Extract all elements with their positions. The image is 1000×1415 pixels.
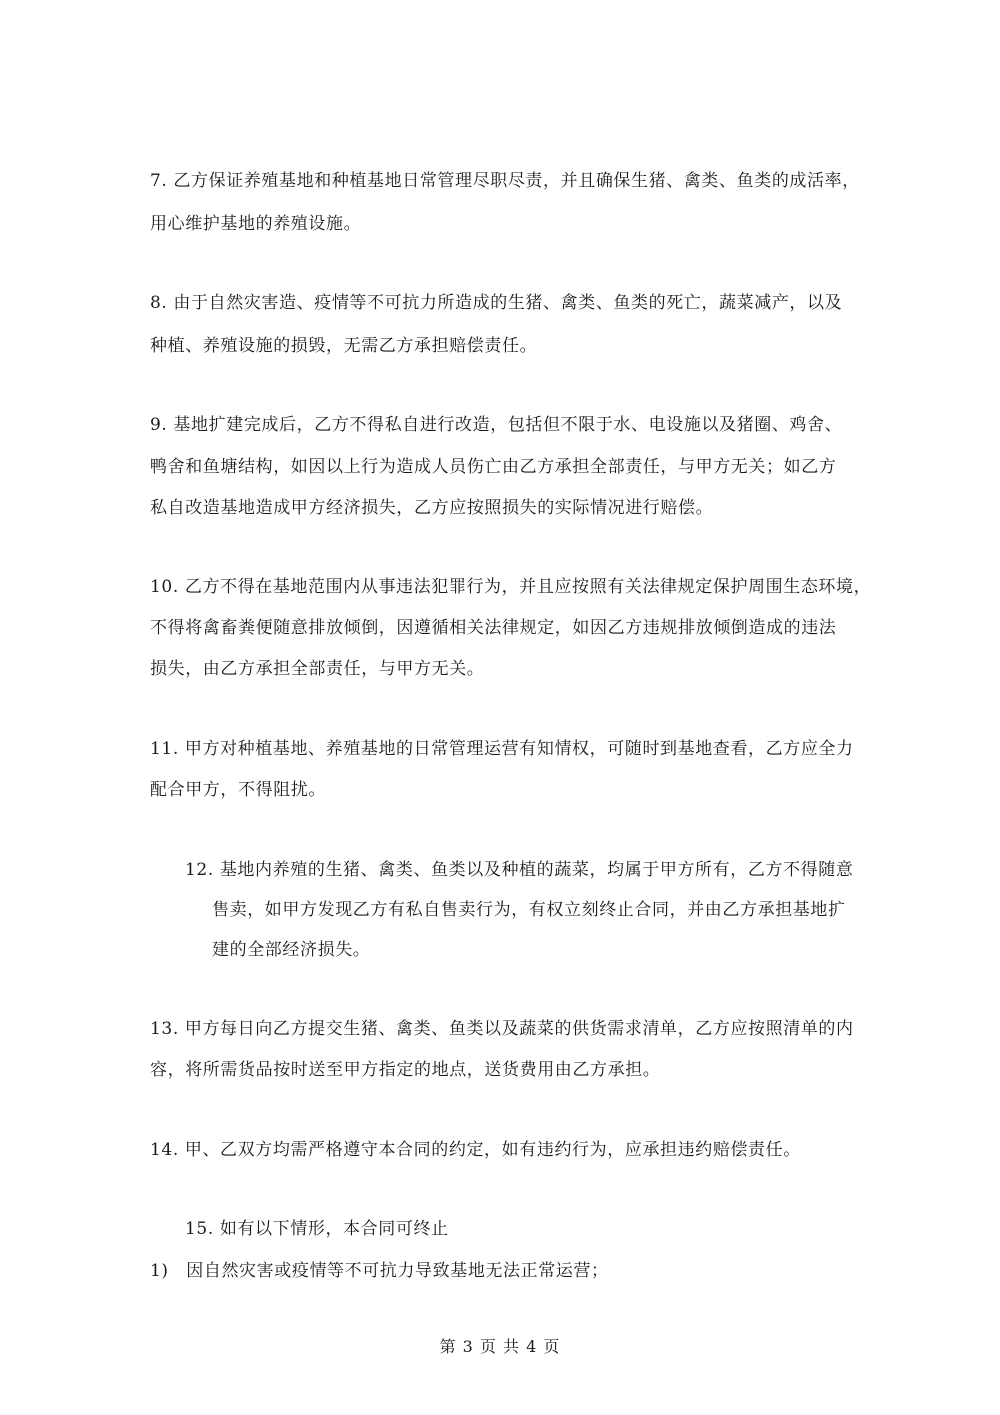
clause-7-line-2: 用心维护基地的养殖设施。: [150, 214, 362, 234]
clause-13-line-2: 容，将所需货品按时送至甲方指定的地点，送货费用由乙方承担。: [150, 1060, 661, 1080]
clause-10-line-2: 不得将禽畜粪便随意排放倾倒，因遵循相关法律规定，如因乙方违规排放倾倒造成的违法: [150, 618, 837, 638]
clause-11-line-1: 11. 甲方对种植基地、养殖基地的日常管理运营有知情权，可随时到基地查看，乙方应全力: [150, 739, 854, 759]
clause-14-line-1: 14. 甲、乙双方均需严格遵守本合同的约定，如有违约行为，应承担违约赔偿责任。: [150, 1140, 801, 1160]
clause-9-line-3: 私自改造基地造成甲方经济损失，乙方应按照损失的实际情况进行赔偿。: [150, 498, 714, 518]
clause-9-line-1: 9. 基地扩建完成后，乙方不得私自进行改造，包括但不限于水、电设施以及猪圈、鸡舍、: [150, 415, 843, 435]
clause-10-line-3: 损失，由乙方承担全部责任，与甲方无关。: [150, 659, 485, 679]
clause-12-line-1: 12. 基地内养殖的生猪、禽类、鱼类以及种植的蔬菜，均属于甲方所有，乙方不得随意: [185, 860, 854, 880]
clause-8-line-1: 8. 由于自然灾害造、疫情等不可抗力所造成的生猪、禽类、鱼类的死亡，蔬菜减产，以及: [150, 293, 843, 313]
clause-13-line-1: 13. 甲方每日向乙方提交生猪、禽类、鱼类以及蔬菜的供货需求清单，乙方应按照清单的内: [150, 1019, 854, 1039]
clause-10-line-1: 10. 乙方不得在基地范围内从事违法犯罪行为，并且应按照有关法律规定保护周围生态环境，: [150, 577, 872, 597]
clause-15-item-1: 1) 因自然灾害或疫情等不可抗力导致基地无法正常运营；: [150, 1261, 609, 1281]
clause-12-line-2: 售卖，如甲方发现乙方有私自售卖行为，有权立刻终止合同，并由乙方承担基地扩: [212, 900, 846, 920]
clause-9-line-2: 鸭舍和鱼塘结构，如因以上行为造成人员伤亡由乙方承担全部责任，与甲方无关；如乙方: [150, 457, 837, 477]
clause-15-heading: 15. 如有以下情形，本合同可终止: [185, 1219, 449, 1239]
page-number-footer: 第 3 页 共 4 页: [439, 1337, 561, 1356]
clause-12-line-3: 建的全部经济损失。: [212, 940, 371, 960]
clause-7-line-1: 7. 乙方保证养殖基地和种植基地日常管理尽职尽责，并且确保生猪、禽类、鱼类的成活率，: [150, 171, 860, 191]
clause-8-line-2: 种植、养殖设施的损毁，无需乙方承担赔偿责任。: [150, 336, 538, 356]
clause-11-line-2: 配合甲方，不得阻扰。: [150, 780, 326, 800]
